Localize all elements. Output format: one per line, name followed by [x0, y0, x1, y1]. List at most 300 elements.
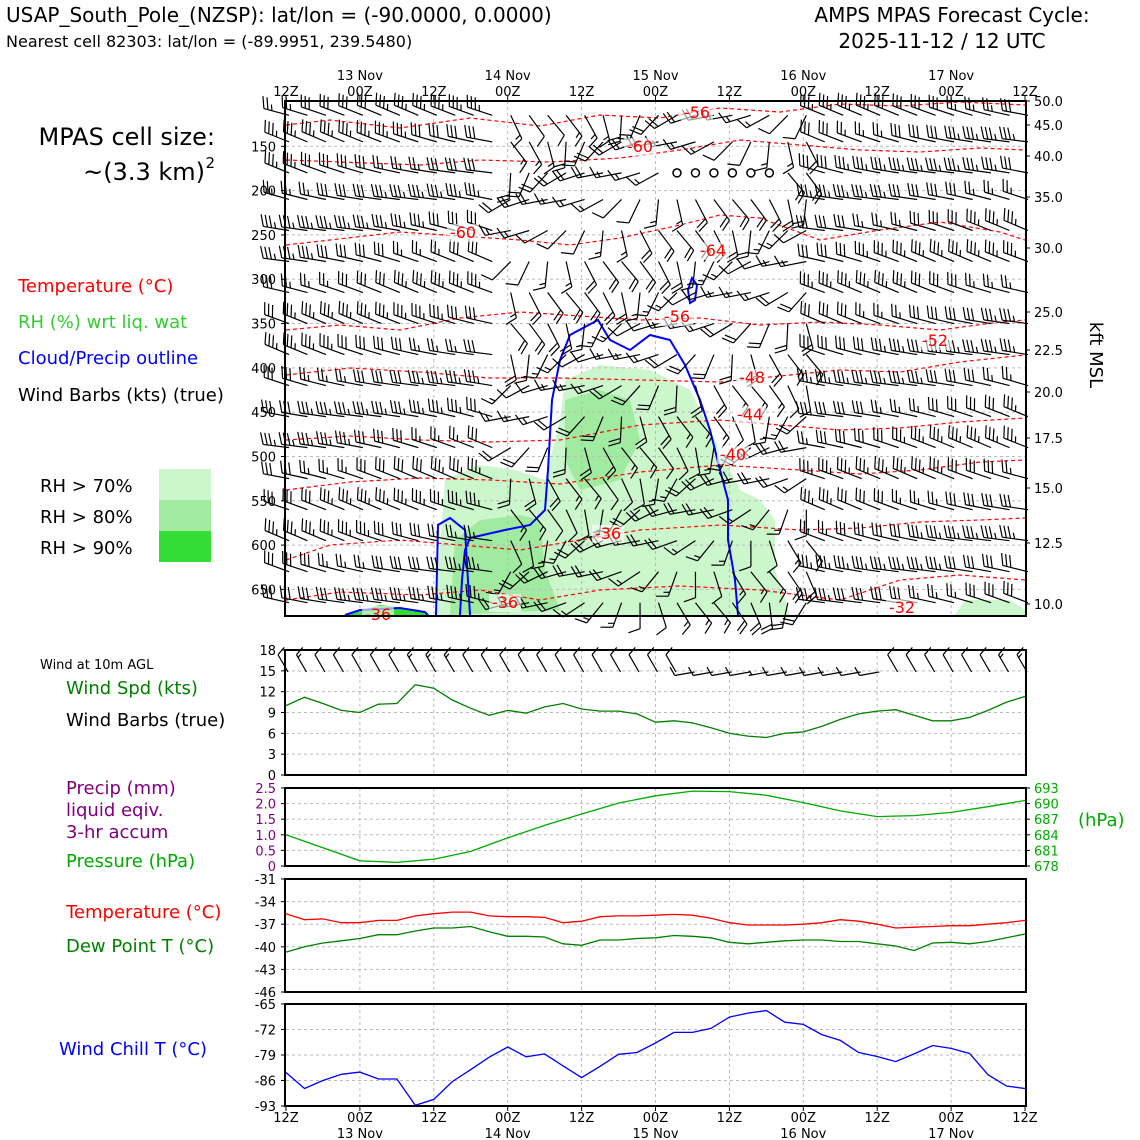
barb-half: [348, 223, 349, 229]
barb-feather: [737, 291, 745, 301]
barb-half: [521, 159, 524, 164]
barb-feather: [968, 369, 970, 381]
wind-barb: [966, 458, 991, 479]
barb-feather: [448, 490, 449, 502]
barb-feather: [418, 524, 419, 536]
barb-feather: [823, 402, 826, 414]
rh-fill-areas: [345, 365, 1025, 615]
barb-feather: [985, 208, 986, 220]
wind-barb: [301, 152, 325, 173]
barb-half: [422, 192, 423, 198]
barb-feather: [263, 96, 264, 108]
barb-feather: [384, 96, 385, 108]
wind-barb: [537, 231, 566, 249]
barb-feather: [1004, 526, 1006, 538]
wind-barb: [1001, 156, 1028, 173]
barb-feather: [361, 303, 362, 315]
barb-feather: [417, 557, 420, 569]
barb-feather: [888, 647, 894, 654]
barb-feather: [871, 157, 873, 169]
barb-half: [330, 439, 331, 445]
bottom-time-tick: 00Z: [642, 1111, 669, 1126]
barb-feather: [953, 557, 955, 569]
barb-feather: [893, 557, 896, 569]
barb-feather: [864, 460, 865, 472]
barb-feather: [891, 123, 892, 135]
y-tick-label: -43: [254, 963, 276, 979]
barb-feather: [432, 339, 434, 351]
wind-barb: [585, 115, 598, 147]
wind-barb: [967, 425, 991, 448]
wind-barb: [611, 647, 621, 672]
barb-feather: [380, 557, 382, 569]
wind-barb: [561, 231, 585, 254]
barb-feather: [413, 557, 416, 569]
barb-feather: [322, 554, 323, 566]
barb-feather: [963, 307, 965, 319]
barb-staff: [806, 386, 810, 412]
barb-feather: [391, 213, 393, 225]
wind-barb: [788, 541, 801, 573]
barb-feather: [824, 432, 826, 444]
barb-feather: [914, 491, 915, 503]
barb-feather: [893, 371, 896, 383]
barb-feather: [1012, 398, 1013, 410]
barb-feather: [839, 430, 840, 442]
barb-feather: [819, 301, 820, 313]
barb-feather: [938, 429, 939, 441]
barb-feather: [429, 123, 430, 135]
wind-barb: [571, 166, 603, 177]
barb-feather: [438, 306, 439, 318]
barb-half: [899, 407, 900, 413]
wind-barb: [758, 115, 787, 133]
barb-feather: [1000, 127, 1003, 139]
barb-feather: [834, 214, 836, 226]
barb-feather: [1005, 157, 1007, 169]
barb-feather: [934, 526, 936, 538]
barb-half: [921, 532, 922, 538]
barb-half: [274, 222, 275, 228]
barb-feather: [279, 432, 282, 444]
wind-barb: [758, 231, 788, 249]
barb-half: [446, 654, 449, 658]
pressure-tick-label: 350: [251, 317, 276, 333]
barb-feather: [956, 428, 957, 440]
wind-barb: [515, 383, 547, 393]
barb-feather: [347, 123, 348, 135]
barb-feather: [310, 304, 311, 316]
wind-panel: [259, 644, 1027, 784]
wind-barb: [450, 271, 474, 293]
barb-feather: [399, 215, 401, 227]
wind-barb: [339, 271, 363, 292]
barb-feather: [909, 398, 910, 410]
barb-half: [921, 378, 922, 384]
barb-feather: [395, 401, 397, 413]
barb-feather: [931, 126, 933, 138]
barb-half: [298, 654, 301, 658]
barb-feather: [981, 308, 983, 320]
barb-feather: [964, 555, 966, 567]
barb-feather: [801, 487, 802, 499]
barb-feather: [949, 239, 950, 251]
wind-barb: [930, 457, 954, 479]
barb-feather: [537, 647, 543, 654]
barb-feather: [826, 337, 827, 349]
y-tick-label: 1.5: [255, 813, 276, 829]
barb-half: [1019, 654, 1022, 658]
barb-feather: [353, 184, 355, 196]
pressure-tick-label: 300: [251, 273, 276, 289]
barb-feather: [450, 184, 452, 196]
barb-feather: [304, 461, 305, 473]
barb-feather: [418, 401, 420, 413]
barb-half: [566, 283, 571, 286]
barb-feather: [638, 405, 650, 406]
barb-feather: [820, 431, 822, 443]
legend-temperature: Temperature (°C): [18, 276, 174, 297]
barb-feather: [1004, 127, 1007, 139]
barb-feather: [965, 181, 966, 193]
wind-barb: [765, 169, 773, 177]
wind-barb: [468, 239, 492, 262]
wind-barb: [888, 647, 898, 672]
barb-staff: [860, 672, 880, 675]
barb-feather: [279, 246, 281, 258]
wind-spd-label: Wind Spd (kts): [66, 678, 198, 699]
wind-barb: [677, 231, 694, 262]
barb-feather: [410, 523, 411, 535]
wind-barb: [529, 324, 545, 355]
barb-feather: [911, 557, 914, 569]
barb-feather: [806, 245, 807, 257]
barb-feather: [447, 124, 449, 136]
barb-feather: [1001, 275, 1002, 287]
barb-half: [865, 192, 866, 198]
barb-feather: [862, 338, 863, 350]
barb-half: [311, 440, 312, 446]
barb-staff: [906, 655, 916, 672]
barb-feather: [681, 287, 693, 290]
barb-half: [866, 164, 867, 170]
barb-feather: [915, 159, 918, 171]
wind-barb: [300, 273, 325, 293]
barb-feather: [360, 336, 361, 348]
temperature-label: -60: [626, 137, 654, 156]
barb-feather: [592, 647, 598, 654]
barb-feather: [856, 488, 857, 500]
bottom-day-label: 17 Nov: [928, 1127, 975, 1140]
barb-feather: [965, 96, 966, 108]
barb-half: [884, 165, 885, 171]
barb-feather: [390, 587, 392, 599]
wind-barb: [682, 142, 714, 155]
barb-feather: [835, 429, 836, 441]
barb-feather: [863, 430, 864, 442]
barb-feather: [873, 122, 874, 134]
barb-feather: [471, 398, 472, 410]
barb-feather: [449, 158, 452, 170]
barb-feather: [808, 123, 809, 135]
barb-feather: [361, 402, 364, 414]
wind-barb: [465, 125, 492, 142]
barb-feather: [703, 155, 714, 160]
barb-feather: [984, 180, 985, 192]
barb-feather: [915, 241, 916, 253]
barb-feather: [980, 647, 986, 654]
y-tick-label: -65: [254, 998, 276, 1013]
barb-feather: [302, 401, 304, 413]
wind-barb: [394, 456, 418, 478]
wind-barb: [837, 121, 861, 142]
barb-feather: [473, 307, 474, 319]
temperature-label: -36: [364, 605, 392, 624]
barb-feather: [287, 334, 288, 346]
barb-feather: [397, 429, 398, 441]
barb-half: [760, 438, 766, 439]
barb-feather: [290, 368, 291, 380]
wind-barb: [774, 231, 806, 243]
wind-barb: [479, 448, 511, 461]
barb-feather: [857, 157, 859, 169]
barb-feather: [561, 253, 573, 254]
barb-half: [510, 314, 515, 317]
barb-feather: [930, 557, 932, 569]
barb-feather: [261, 432, 264, 444]
wind-barb: [874, 240, 898, 261]
barb-feather: [815, 401, 818, 413]
barb-feather: [842, 489, 843, 501]
wind-barb: [590, 349, 622, 360]
y-tick-label: 2.0: [255, 797, 276, 813]
barb-half: [311, 253, 312, 259]
barb-feather: [380, 272, 381, 284]
barb-feather: [325, 433, 327, 445]
barb-feather: [912, 456, 913, 468]
wind-barb: [819, 120, 843, 142]
barb-half: [958, 134, 959, 140]
barb-half: [936, 592, 937, 598]
y-tick-label: 0.5: [255, 844, 276, 860]
barb-half: [779, 403, 783, 408]
barb-half: [829, 192, 830, 198]
wind-barb: [747, 169, 755, 177]
barb-feather: [838, 215, 840, 227]
barb-feather: [396, 338, 397, 350]
barb-feather: [626, 177, 635, 185]
barb-feather: [319, 459, 320, 471]
barb-feather: [823, 303, 824, 315]
barb-feather: [969, 98, 970, 110]
barb-half: [548, 163, 553, 167]
barb-feather: [378, 522, 379, 534]
barb-half: [409, 654, 412, 658]
barb-feather: [950, 492, 951, 504]
y-tick-label: 15: [259, 664, 276, 680]
barb-feather: [800, 402, 803, 414]
barb-feather: [893, 339, 895, 351]
wind-barb: [819, 457, 843, 478]
barb-feather: [860, 588, 862, 600]
barb-feather: [384, 491, 385, 503]
wind-barb: [663, 139, 695, 149]
barb-feather: [439, 273, 440, 285]
wind-barb: [599, 115, 609, 147]
wind-barb: [695, 199, 707, 231]
wind-barb: [511, 115, 522, 147]
barb-feather: [934, 427, 935, 439]
barb-feather: [370, 647, 376, 654]
barb-feather: [913, 125, 914, 137]
barb-feather: [431, 270, 432, 282]
barb-feather: [1005, 275, 1006, 287]
barb-feather: [395, 214, 397, 226]
barb-half: [583, 618, 589, 620]
barb-feather: [803, 154, 804, 166]
kft-tick-label: 15.0: [1034, 482, 1063, 497]
barb-feather: [427, 370, 430, 382]
wind-barb: [448, 398, 474, 417]
wind-barb: [468, 425, 492, 447]
barb-half: [308, 375, 309, 381]
top-time-tick: 12Z: [864, 85, 890, 100]
barb-feather: [896, 305, 897, 317]
barb-feather: [394, 456, 395, 468]
bottom-time-tick: 00Z: [494, 1111, 521, 1126]
barb-feather: [935, 184, 937, 196]
legend-wind: Wind Barbs (kts) (true): [18, 385, 224, 406]
barb-feather: [819, 93, 820, 105]
barb-feather: [306, 588, 308, 600]
barb-feather: [454, 159, 457, 171]
barb-feather: [946, 182, 947, 194]
barb-feather: [426, 647, 432, 654]
pressure-tick-label: 150: [251, 140, 276, 156]
barb-feather: [916, 371, 918, 383]
wind-barb: [732, 199, 749, 230]
barb-feather: [340, 244, 341, 256]
wind-barb: [283, 151, 307, 173]
wind-barb: [817, 243, 843, 262]
wind-barb: [819, 487, 843, 510]
barb-feather: [834, 370, 836, 382]
barb-feather: [413, 400, 415, 412]
barb-feather: [452, 399, 453, 411]
barb-feather: [775, 485, 785, 493]
wind-barb: [566, 293, 583, 324]
barb-feather: [300, 273, 301, 285]
barb-feather: [798, 244, 799, 256]
barb-feather: [838, 270, 839, 282]
barb-feather: [971, 158, 973, 170]
barb-feather: [972, 494, 974, 506]
barb-feather: [1008, 128, 1011, 140]
barb-feather: [515, 415, 523, 425]
barb-feather: [427, 157, 429, 169]
barb-feather: [878, 371, 881, 383]
barb-feather: [339, 402, 342, 414]
barb-feather: [856, 270, 857, 282]
barb-feather: [376, 270, 377, 282]
wind-barb: [775, 256, 807, 267]
barb-half: [293, 440, 294, 446]
barb-feather: [1000, 308, 1003, 320]
wind-barb: [374, 242, 399, 262]
barb-feather: [417, 185, 420, 197]
barb-feather: [967, 127, 969, 139]
wind-barb: [703, 262, 733, 280]
barb-feather: [473, 126, 475, 138]
barb-feather: [801, 301, 802, 313]
wind-barb: [801, 487, 825, 509]
wind-barb: [464, 369, 492, 385]
barb-feather: [479, 225, 485, 236]
barb-half: [423, 408, 424, 414]
barb-feather: [344, 432, 346, 444]
bottom-time-tick: 12Z: [864, 1111, 890, 1126]
barb-feather: [913, 586, 915, 598]
pressure-tick-label: 200: [251, 184, 276, 200]
barb-feather: [269, 247, 272, 259]
wind-barb: [548, 324, 560, 356]
wind-barb: [571, 352, 603, 362]
barb-feather: [321, 183, 323, 195]
kft-tick-label: 45.0: [1034, 119, 1063, 134]
barb-feather: [802, 554, 803, 566]
wind-barb: [407, 647, 417, 672]
barb-half: [603, 136, 608, 140]
pressure-tick-label: 400: [251, 361, 276, 377]
bottom-time-tick: 12Z: [421, 1111, 447, 1126]
wind-barb: [394, 93, 418, 115]
barb-feather: [912, 370, 914, 382]
barb-feather: [912, 525, 914, 537]
barb-feather: [986, 425, 987, 437]
wind-barb: [571, 199, 603, 212]
barb-feather: [363, 156, 364, 168]
barb-feather: [444, 647, 450, 654]
barb-feather: [950, 182, 951, 194]
barb-feather: [500, 647, 506, 654]
barb-half: [783, 487, 788, 491]
wind-barb: [394, 302, 418, 323]
barb-feather: [944, 525, 947, 537]
wind-barb: [1004, 208, 1028, 230]
barb-feather: [971, 308, 973, 320]
barb-feather: [840, 522, 841, 534]
barb-feather: [981, 525, 984, 537]
legend-cloud: Cloud/Precip outline: [18, 348, 199, 369]
wind-barb: [836, 242, 862, 262]
barb-feather: [1006, 367, 1007, 379]
barb-feather: [317, 183, 319, 195]
wind-barb: [775, 324, 788, 354]
wind-barb: [819, 520, 844, 541]
barb-feather: [265, 518, 266, 530]
barb-feather: [842, 185, 845, 197]
wind-barb: [875, 270, 899, 293]
barb-feather: [269, 520, 270, 532]
legend-rh80: RH > 80%: [40, 507, 133, 528]
barb-feather: [853, 337, 854, 349]
barb-feather: [344, 245, 345, 257]
barb-half: [746, 122, 751, 126]
barb-feather: [361, 185, 363, 197]
barb-feather: [464, 339, 467, 351]
barb-feather: [281, 274, 282, 286]
barb-feather: [374, 521, 375, 533]
